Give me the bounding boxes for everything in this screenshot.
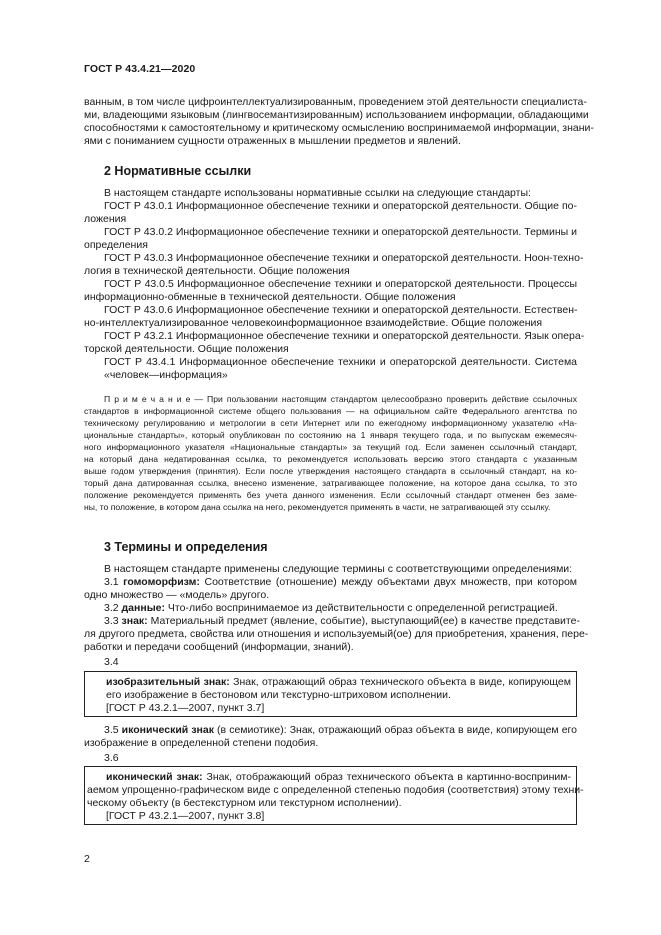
page-number: 2 bbox=[84, 853, 90, 865]
term-name: иконический знак: bbox=[106, 771, 203, 783]
note-line: положение рекомендуется применять без учета данного изменения. Если ссылочный стандарт отменен без заме- bbox=[84, 490, 577, 500]
reference-line: ГОСТ Р 43.0.5 Информационное обеспечение техники и операторской деятельности. Процессы bbox=[104, 278, 577, 290]
term-name: гомоморфизм: bbox=[123, 576, 200, 588]
term-3-6-source: [ГОСТ Р 43.2.1—2007, пункт 3.8] bbox=[106, 810, 265, 822]
paragraph-line: ванным, в том числе цифроинтеллектуализированным, проведением этой деятельности специалиста- bbox=[84, 96, 587, 108]
reference-line: информационно-обменные в технической деятельности. Общие положения bbox=[84, 291, 456, 303]
term-name: изобразительный знак: bbox=[106, 676, 230, 688]
reference-line: ложения bbox=[84, 213, 127, 225]
note-line: ного информационного указателя «Национальные стандарты» за текущий год. Если заменен ссылочный стандарт, bbox=[84, 442, 577, 452]
term-3-4-source: [ГОСТ Р 43.2.1—2007, пункт 3.7] bbox=[106, 702, 265, 714]
reference-line: ГОСТ Р 43.0.1 Информационное обеспечение техники и операторской деятельности. Общие по- bbox=[104, 200, 577, 212]
paragraph-line: В настоящем стандарте использованы нормативные ссылки на следующие стандарты: bbox=[104, 187, 531, 199]
term-3-6-box bbox=[84, 766, 584, 825]
note-line: ны, то положение, в котором дана ссылка на него, рекомендуется применять в части, не затрагивающей эту ссылку. bbox=[84, 502, 551, 512]
note-line: стандартов в информационной системе общего пользования — на официальном сайте Федерального агентства по bbox=[84, 406, 577, 416]
document-header: ГОСТ Р 43.4.21—2020 bbox=[84, 63, 196, 75]
term-name: иконический знак bbox=[121, 724, 214, 736]
term-name: данные: bbox=[121, 602, 166, 614]
paragraph-line: ями с пониманием сущности отраженных в мышлении предметов и явлений. bbox=[84, 135, 461, 147]
section-heading: 3 Термины и определения bbox=[104, 540, 268, 554]
section-heading: 2 Нормативные ссылки bbox=[104, 164, 252, 178]
term-3-1: 3.1 гомоморфизм: Соответствие (отношение) между объектами двух множеств, при котором bbox=[104, 576, 577, 588]
reference-line: ГОСТ Р 43.0.6 Информационное обеспечение техники и операторской деятельности. Естествен- bbox=[104, 304, 578, 316]
term-3-3-line: работки и передачи сообщений (информации, знаний). bbox=[84, 641, 354, 653]
reference-line: ГОСТ Р 43.0.2 Информационное обеспечение техники и операторской деятельности. Термины и bbox=[104, 226, 577, 238]
term-3-4-line: изобразительный знак: Знак, отражающий образ технического объекта в виде, копирующем bbox=[106, 676, 571, 688]
term-3-5-line: изображение в определенной степени подобия. bbox=[84, 737, 319, 749]
term-3-6-line: иконический знак: Знак, отображающий образ технического объекта в картинно-восприним- bbox=[106, 771, 571, 783]
term-3-3: 3.3 знак: Материальный предмет (явление, событие), выступающий(ее) в качестве представите- bbox=[104, 615, 580, 627]
reference-line: торской деятельности. Общие положения bbox=[84, 343, 289, 355]
reference-line: ГОСТ Р 43.0.3 Информационное обеспечение техники и операторской деятельности. Ноон-техно- bbox=[104, 252, 584, 264]
term-3-4-line: его изображение в бестоновом или текстурно-штриховом исполнении. bbox=[106, 689, 451, 701]
note-line: П р и м е ч а н и е — При пользовании настоящим стандартом целесообразно проверить действие ссылочных bbox=[104, 394, 577, 404]
term-3-4-number: 3.4 bbox=[104, 656, 119, 668]
reference-line: «человек—информация» bbox=[104, 369, 228, 381]
note-line: торый дана датированная ссылка, внесено изменение, затрагивающее положение, на которое дана ссылка, то это bbox=[84, 478, 577, 488]
term-name: знак: bbox=[121, 615, 148, 627]
term-3-1-line: одно множество — «модель» другого. bbox=[84, 589, 270, 601]
reference-line: логия в технической деятельности. Общие положения bbox=[84, 265, 350, 277]
term-3-6-line: аемом упрощенно-графическом виде с определенной степенью подобия (соответствия) этому техни- bbox=[87, 784, 584, 796]
note-line: техническому регулированию и метрологии в сети Интернет или по ежегодному информационному указателю «На- bbox=[84, 418, 577, 428]
term-3-5: 3.5 иконический знак (в семиотике): Знак, отражающий образ объекта в виде, копирующем его bbox=[104, 724, 577, 736]
term-3-4-box bbox=[84, 671, 577, 717]
paragraph-line: ми, владеющими языковым (лингвосемантизированным) использованием информации, обладающими bbox=[84, 109, 589, 121]
note-line: циональные стандарты», который опубликован по состоянию на 1 января текущего года, и по выпускам ежемесяч- bbox=[84, 430, 577, 440]
reference-line: определения bbox=[84, 239, 148, 251]
term-3-6-line: ческому объекту (в бестекстурном или текстурном исполнении). bbox=[87, 797, 402, 809]
reference-line: но-интеллектуализированное человекоинформационное взаимодействие. Общие положения bbox=[84, 317, 543, 329]
note-line: на который дана недатированная ссылка, то рекомендуется использовать версию этого стандарта с указанным bbox=[84, 454, 577, 464]
paragraph-line: В настоящем стандарте применены следующие термины с соответствующими определениями: bbox=[104, 563, 573, 575]
term-3-2: 3.2 данные: Что-либо воспринимаемое из действительности с определенной регистрацией. bbox=[104, 602, 558, 614]
note-line: выше годом утверждения (принятия). Если после утверждения настоящего стандарта в ссылочный стандарт, на ко- bbox=[84, 466, 577, 476]
term-3-6-number: 3.6 bbox=[104, 752, 119, 764]
paragraph-line: способностями к самостоятельному и критическому осмыслению воспринимаемой информации, знани- bbox=[84, 122, 594, 134]
reference-line: ГОСТ Р 43.2.1 Информационное обеспечение техники и операторской деятельности. Язык опера- bbox=[104, 330, 585, 342]
term-3-3-line: ля другого предмета, свойства или отношения и используемый(ое) для приобретения, хранения, пере- bbox=[84, 628, 589, 640]
reference-line: ГОСТ Р 43.4.1 Информационное обеспечение техники и операторской деятельности. Система bbox=[104, 356, 577, 368]
